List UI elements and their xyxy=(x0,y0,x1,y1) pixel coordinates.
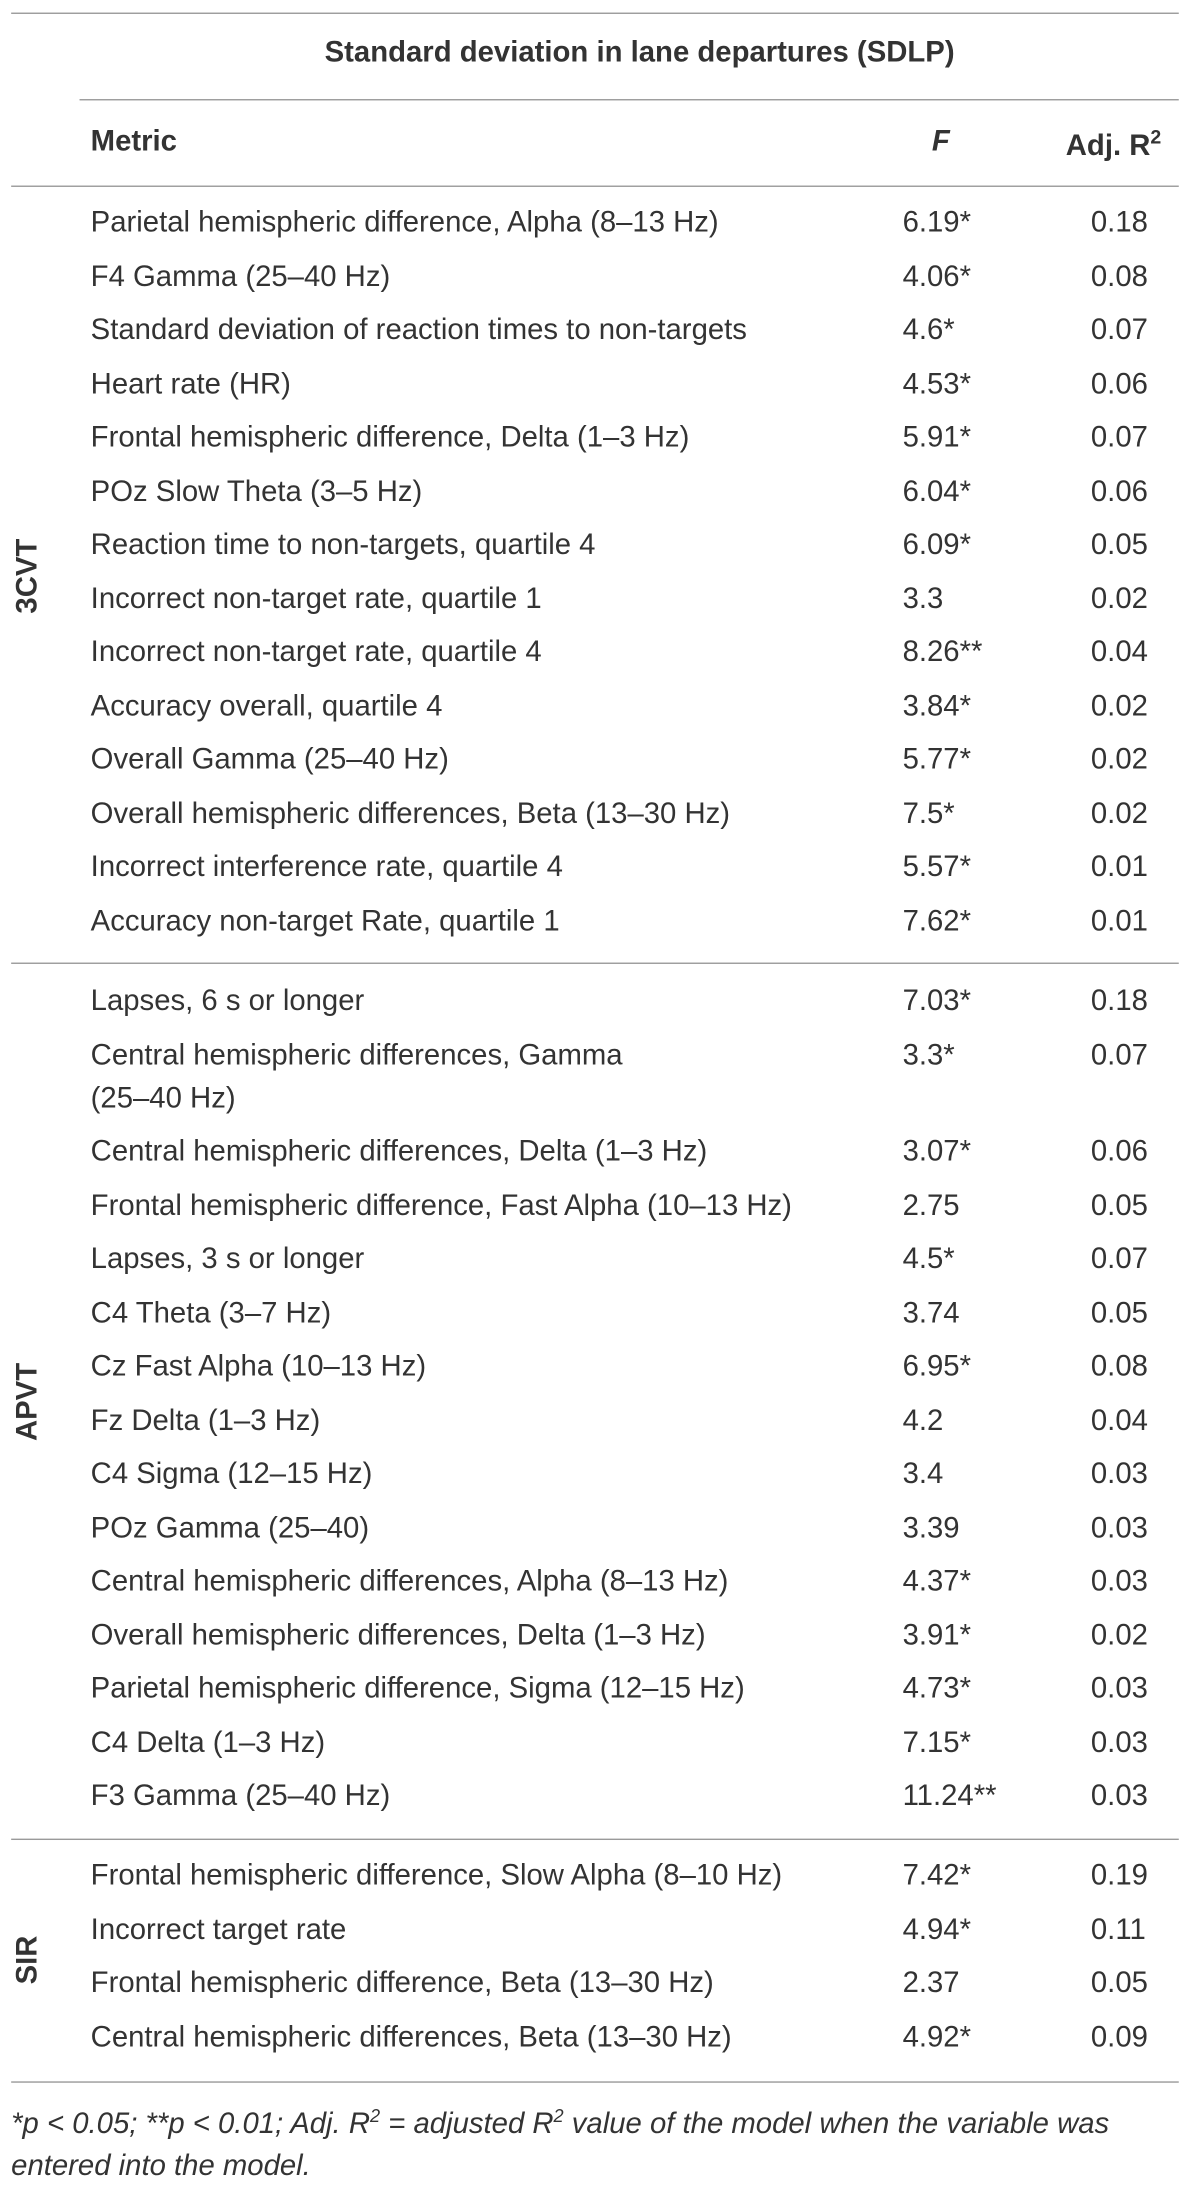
metric-cell: Parietal hemispheric difference, Sigma (12–15 Hz) xyxy=(90,1672,745,1705)
table-row xyxy=(0,1397,1200,1444)
adj-r2-cell: 0.05 xyxy=(1090,1296,1148,1329)
header-adj-r2-sup: 2 xyxy=(1150,125,1162,148)
f-value-cell: 6.04* xyxy=(902,474,971,508)
table-row xyxy=(0,1129,1200,1176)
adj-r2-cell: 0.03 xyxy=(1090,1511,1148,1544)
metric-cell: F4 Gamma (25–40 Hz) xyxy=(90,260,391,293)
metric-cell: Incorrect interference rate, quartile 4 xyxy=(90,850,563,884)
table-row xyxy=(0,629,1200,676)
table-title: Standard deviation in lane departures (SDLP) xyxy=(324,36,955,69)
table-row xyxy=(0,1773,1200,1820)
f-value-cell: 3.3* xyxy=(902,1038,955,1071)
metric-cell: Incorrect non-target rate, quartile 1 xyxy=(90,582,542,615)
f-value-cell: 5.77* xyxy=(902,743,971,776)
metric-cell: C4 Delta (1–3 Hz) xyxy=(90,1726,326,1759)
adj-r2-cell: 0.09 xyxy=(1090,2020,1148,2053)
adj-r2-cell: 0.02 xyxy=(1090,582,1148,615)
adj-r2-cell: 0.08 xyxy=(1090,260,1148,293)
group-label-3cvt: 3CVT xyxy=(11,537,44,613)
adj-r2-cell: 0.06 xyxy=(1090,474,1148,508)
adj-r2-cell: 0.11 xyxy=(1090,1913,1146,1946)
footnote-part2: = adjusted R xyxy=(380,2107,554,2140)
metric-cell: Reaction time to non-targets, quartile 4 xyxy=(90,528,596,561)
metric-cell: Frontal hemispheric difference, Delta (1–3 Hz) xyxy=(90,421,690,454)
f-value-cell: 2.37 xyxy=(902,1966,960,2000)
table-row xyxy=(0,1451,1200,1498)
metric-cell: Lapses, 6 s or longer xyxy=(90,984,365,1017)
metric-cell: C4 Sigma (12–15 Hz) xyxy=(90,1457,373,1490)
f-value-cell: 2.75 xyxy=(902,1189,960,1222)
table-row xyxy=(0,307,1200,354)
f-value-cell: 8.26** xyxy=(902,636,983,669)
metric-cell: Overall hemispheric differences, Delta (1–3 Hz) xyxy=(90,1618,706,1651)
table-row xyxy=(0,978,1200,1025)
metric-cell: Heart rate (HR) xyxy=(90,367,291,400)
metric-cell: Overall hemispheric differences, Beta (13–30 Hz) xyxy=(90,797,731,830)
adj-r2-cell: 0.07 xyxy=(1090,313,1148,346)
f-value-cell: 7.5* xyxy=(902,797,955,830)
f-value-cell: 3.84* xyxy=(902,689,971,722)
table-row xyxy=(0,1666,1200,1713)
adj-r2-cell: 0.03 xyxy=(1090,1726,1148,1759)
metric-cell: Frontal hemispheric difference, Beta (13–30 Hz) xyxy=(90,1966,714,2000)
metric-cell: Fz Delta (1–3 Hz) xyxy=(90,1404,321,1437)
adj-r2-cell: 0.02 xyxy=(1090,743,1148,776)
table-row xyxy=(0,1960,1200,2007)
adj-r2-cell: 0.03 xyxy=(1090,1457,1148,1490)
f-value-cell: 7.42* xyxy=(902,1859,971,1892)
table-row xyxy=(0,898,1200,945)
adj-r2-cell: 0.04 xyxy=(1090,1404,1148,1437)
table-row xyxy=(0,1906,1200,1953)
table-row xyxy=(0,1236,1200,1283)
table-row xyxy=(0,1853,1200,1900)
f-value-cell: 3.39 xyxy=(902,1511,960,1544)
f-value-cell: 11.24** xyxy=(902,1780,997,1813)
footnote xyxy=(11,2095,1197,2187)
table-row xyxy=(0,1182,1200,1229)
top-rule xyxy=(11,13,1179,15)
adj-r2-cell: 0.18 xyxy=(1090,984,1148,1017)
metric-cell: Central hemispheric differences, Alpha (8–13 Hz) xyxy=(90,1565,729,1598)
adj-r2-cell: 0.05 xyxy=(1090,528,1148,561)
f-value-cell: 7.15* xyxy=(902,1726,971,1759)
adj-r2-cell: 0.06 xyxy=(1090,1135,1148,1168)
footnote-part1: *p < 0.05; **p < 0.01; Adj. R xyxy=(11,2107,371,2140)
f-value-cell: 3.3 xyxy=(902,582,944,615)
adj-r2-cell: 0.08 xyxy=(1090,1350,1148,1383)
metric-cell-continued: (25–40 Hz) xyxy=(90,1081,236,1114)
f-value-cell: 5.57* xyxy=(902,850,971,884)
table-row xyxy=(0,683,1200,730)
metric-cell: Overall Gamma (25–40 Hz) xyxy=(90,743,449,776)
group-label-apvt: APVT xyxy=(11,1363,44,1442)
group-label-sir: SIR xyxy=(11,1935,44,1985)
table-row xyxy=(0,737,1200,784)
footnote-sup1: 2 xyxy=(370,2105,381,2126)
title-underline xyxy=(80,99,1179,101)
f-value-cell: 3.74 xyxy=(902,1296,960,1329)
table-row xyxy=(0,361,1200,408)
table-row xyxy=(0,1558,1200,1605)
adj-r2-cell: 0.06 xyxy=(1090,367,1148,400)
f-value-cell: 4.6* xyxy=(902,313,955,346)
adj-r2-cell: 0.02 xyxy=(1090,797,1148,830)
table-row xyxy=(0,253,1200,300)
table-row xyxy=(0,1343,1200,1390)
metric-cell: Accuracy overall, quartile 4 xyxy=(90,689,443,722)
header-f-text: F xyxy=(931,125,950,158)
f-value-cell: 6.95* xyxy=(902,1350,971,1383)
metric-cell: Parietal hemispheric difference, Alpha (8–13 Hz) xyxy=(90,206,719,239)
f-value-cell: 3.91* xyxy=(902,1618,971,1651)
table-row xyxy=(0,1290,1200,1337)
metric-cell: Incorrect non-target rate, quartile 4 xyxy=(90,636,542,669)
table-row xyxy=(0,2014,1200,2061)
group-rule xyxy=(11,2081,1179,2083)
f-value-cell: 4.73* xyxy=(902,1672,971,1705)
table-row xyxy=(0,1612,1200,1659)
metric-cell: F3 Gamma (25–40 Hz) xyxy=(90,1780,391,1813)
f-value-cell: 4.06* xyxy=(902,260,971,293)
table-row xyxy=(0,1505,1200,1552)
f-value-cell: 7.62* xyxy=(902,904,971,937)
f-value-cell: 6.19* xyxy=(902,206,971,239)
table-row xyxy=(0,1032,1200,1114)
f-value-cell: 7.03* xyxy=(902,984,971,1017)
adj-r2-cell: 0.07 xyxy=(1090,421,1148,454)
header-adj-r2-text: Adj. R xyxy=(1065,129,1151,162)
adj-r2-cell: 0.03 xyxy=(1090,1780,1148,1813)
metric-cell: Standard deviation of reaction times to non-targets xyxy=(90,313,747,346)
group-rule xyxy=(11,1839,1179,1841)
table-row xyxy=(0,575,1200,622)
f-value-cell: 4.92* xyxy=(902,2020,971,2053)
table-row xyxy=(0,199,1200,246)
adj-r2-cell: 0.18 xyxy=(1090,206,1148,239)
header-f xyxy=(932,126,950,159)
header-rule xyxy=(11,186,1179,188)
f-value-cell: 3.4 xyxy=(902,1457,944,1490)
metric-cell: POz Gamma (25–40) xyxy=(90,1511,370,1544)
metric-cell: Central hemispheric differences, Beta (13–30 Hz) xyxy=(90,2020,732,2053)
f-value-cell: 4.37* xyxy=(902,1565,971,1598)
adj-r2-cell: 0.07 xyxy=(1090,1038,1148,1071)
table-row xyxy=(0,414,1200,461)
f-value-cell: 4.5* xyxy=(902,1242,955,1276)
adj-r2-cell: 0.04 xyxy=(1090,636,1148,669)
metric-cell: POz Slow Theta (3–5 Hz) xyxy=(90,474,423,508)
footnote-part3: value of the model when the variable was entered into the model. xyxy=(11,2107,1110,2182)
table-row xyxy=(0,522,1200,569)
footnote-sup2: 2 xyxy=(553,2105,564,2126)
adj-r2-cell: 0.01 xyxy=(1090,904,1148,937)
metric-cell: Incorrect target rate xyxy=(90,1913,347,1946)
adj-r2-cell: 0.02 xyxy=(1090,689,1148,722)
metric-cell: C4 Theta (3–7 Hz) xyxy=(90,1296,332,1329)
f-value-cell: 5.91* xyxy=(902,421,971,454)
table-row xyxy=(0,790,1200,837)
adj-r2-cell: 0.05 xyxy=(1090,1189,1148,1222)
f-value-cell: 4.2 xyxy=(902,1404,944,1437)
metric-cell: Accuracy non-target Rate, quartile 1 xyxy=(90,904,560,937)
group-rule xyxy=(11,963,1179,965)
metric-cell: Central hemispheric differences, Delta (1–3 Hz) xyxy=(90,1135,708,1168)
metric-cell: Cz Fast Alpha (10–13 Hz) xyxy=(90,1350,427,1383)
adj-r2-cell: 0.07 xyxy=(1090,1242,1148,1276)
header-metric: Metric xyxy=(90,125,177,158)
metric-cell: Central hemispheric differences, Gamma xyxy=(90,1038,623,1071)
f-value-cell: 4.53* xyxy=(902,367,971,400)
table-row xyxy=(0,844,1200,891)
adj-r2-cell: 0.01 xyxy=(1090,850,1148,884)
f-value-cell: 6.09* xyxy=(902,528,971,561)
f-value-cell: 4.94* xyxy=(902,1913,971,1946)
f-value-cell: 3.07* xyxy=(902,1135,971,1168)
table-row xyxy=(0,1719,1200,1766)
adj-r2-cell: 0.02 xyxy=(1090,1618,1148,1651)
adj-r2-cell: 0.03 xyxy=(1090,1565,1148,1598)
metric-cell: Frontal hemispheric difference, Slow Alpha (8–10 Hz) xyxy=(90,1859,783,1892)
adj-r2-cell: 0.19 xyxy=(1090,1859,1148,1892)
header-adj-r2 xyxy=(1066,126,1162,164)
table-row xyxy=(0,468,1200,515)
adj-r2-cell: 0.05 xyxy=(1090,1966,1148,2000)
metric-cell: Frontal hemispheric difference, Fast Alpha (10–13 Hz) xyxy=(90,1189,792,1222)
metric-cell: Lapses, 3 s or longer xyxy=(90,1242,365,1276)
adj-r2-cell: 0.03 xyxy=(1090,1672,1148,1705)
